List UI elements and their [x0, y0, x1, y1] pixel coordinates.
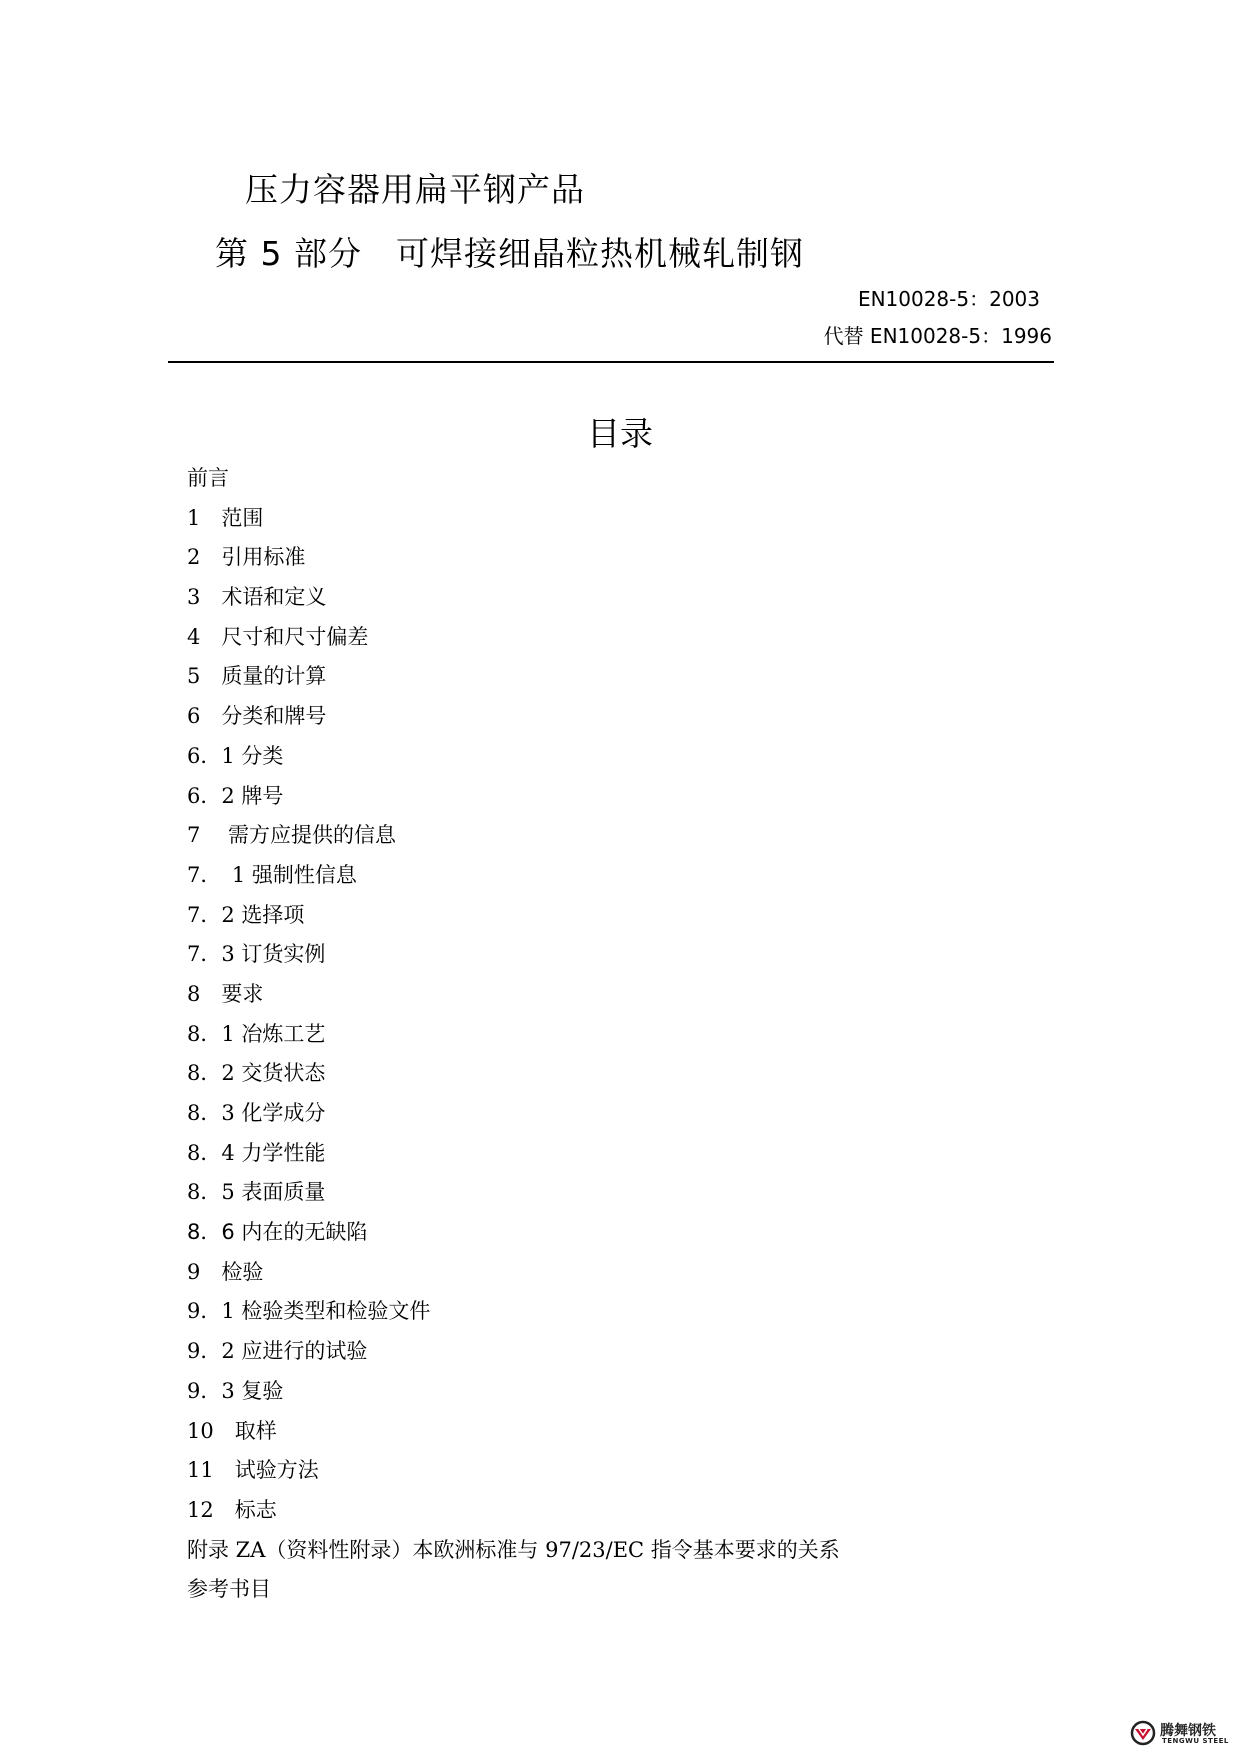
toc-item: 6．2 牌号 — [187, 783, 284, 808]
company-logo — [1130, 1718, 1235, 1748]
toc-item: 8．1 冶炼工艺 — [187, 1021, 326, 1046]
toc-item: 6．1 分类 — [187, 743, 284, 768]
toc-item: 9．3 复验 — [187, 1378, 284, 1403]
toc-item: 前言 — [187, 466, 229, 490]
toc-item: 8．5 表面质量 — [187, 1180, 326, 1205]
replaces-standard: 代替 EN10028-5：1996 — [823, 324, 1052, 348]
toc-item: 6 分类和牌号 — [187, 704, 327, 729]
tengwu-logo-icon — [1130, 1720, 1156, 1746]
toc-item: 8．2 交货状态 — [187, 1061, 326, 1086]
toc-item: 9．2 应进行的试验 — [187, 1339, 368, 1364]
toc-item: 5 质量的计算 — [187, 664, 327, 689]
toc-item: 参考书目 — [187, 1577, 271, 1602]
toc-item: 3 术语和定义 — [187, 585, 327, 610]
document-title-line2: 第 5 部分 可焊接细晶粒热机械轧制钢 — [215, 234, 804, 273]
toc-item: 12 标志 — [187, 1497, 277, 1522]
toc-item: 4 尺寸和尺寸偏差 — [187, 624, 369, 649]
toc-item: 7 需方应提供的信息 — [187, 823, 397, 848]
toc-item: 1 范围 — [187, 505, 264, 530]
toc-item: 10 取样 — [187, 1418, 277, 1443]
toc-item: 11 试验方法 — [187, 1458, 319, 1483]
toc-list — [187, 459, 840, 1610]
document-title-line1: 压力容器用扁平钢产品 — [245, 170, 585, 209]
toc-item: 7．3 订货实例 — [187, 942, 326, 967]
toc-item: 2 引用标准 — [187, 545, 306, 570]
toc-item: 8．6 内在的无缺陷 — [187, 1220, 368, 1245]
toc-item: 7．2 选择项 — [187, 902, 305, 927]
toc-item: 附录 ZA（资料性附录）本欧洲标准与 97/23/EC 指令基本要求的关系 — [187, 1537, 840, 1562]
logo-text-en: TENGWU STEEL — [1162, 1737, 1229, 1745]
toc-item: 9 检验 — [187, 1259, 264, 1284]
toc-item: 8．4 力学性能 — [187, 1140, 326, 1165]
header-rule — [168, 361, 1054, 363]
toc-item: 7． 1 强制性信息 — [187, 862, 357, 887]
logo-text-cn: 腾舞钢铁 — [1160, 1723, 1216, 1739]
toc-item: 8 要求 — [187, 981, 264, 1006]
toc-item: 8．3 化学成分 — [187, 1101, 326, 1125]
toc-item: 9．1 检验类型和检验文件 — [187, 1299, 431, 1324]
toc-title: 目录 — [587, 414, 653, 453]
standard-number: EN10028-5：2003 — [857, 287, 1040, 311]
